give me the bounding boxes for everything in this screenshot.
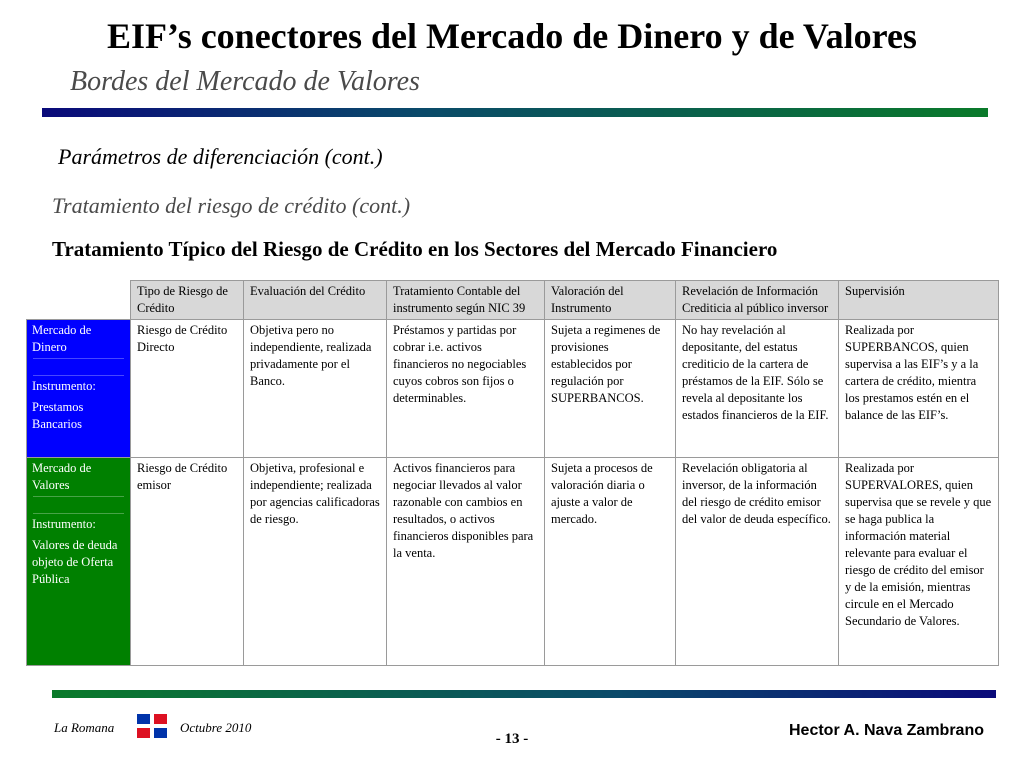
table-cell: Realizada por SUPERVALORES, quien supervisa que se revele y que se haga publica la información material relevante para evaluar el riesgo de crédito del emisor y de la emisión, mientras circule en el Mercado Secundario de Valores. <box>839 458 999 666</box>
tratamiento-heading: Tratamiento del riesgo de crédito (cont.) <box>52 193 411 218</box>
header-cell: Revelación de Información Crediticia al público inversor <box>676 281 839 320</box>
side-market: Mercado de Valores <box>32 461 92 492</box>
table-cell: Objetiva, profesional e independiente; realizada por agencias calificadoras de riesgo. <box>244 458 387 666</box>
header-cell: Evaluación del Crédito <box>244 281 387 320</box>
header-blank <box>27 281 131 320</box>
slide-subtitle: Bordes del Mercado de Valores <box>70 66 420 97</box>
header-cell: Tratamiento Contable del instrumento según NIC 39 <box>387 281 545 320</box>
side-market: Mercado de Dinero <box>32 323 92 354</box>
table-cell: Activos financieros para negociar llevados al valor razonable con cambios en resultados, o activos financieros disponibles para la venta. <box>387 458 545 666</box>
header-cell: Valoración del Instrumento <box>545 281 676 320</box>
side-divider <box>33 496 124 514</box>
footer-location: La Romana <box>54 720 115 735</box>
side-instrument: Valores de deuda objeto de Oferta Pública <box>32 538 118 586</box>
table-cell: Riesgo de Crédito Directo <box>131 320 244 458</box>
header-cell: Tipo de Riesgo de Crédito <box>131 281 244 320</box>
table-cell: Revelación obligatoria al inversor, de la información del riesgo de crédito emisor del valor de deuda específico. <box>676 458 839 666</box>
bottom-divider-bar <box>52 690 996 698</box>
top-divider-bar <box>42 108 988 117</box>
param-heading: Parámetros de diferenciación (cont.) <box>58 144 383 169</box>
side-divider <box>33 358 124 376</box>
table-cell: Préstamos y partidas por cobrar i.e. activos financieros no negociables cuyos cobros son fijos o determinables. <box>387 320 545 458</box>
footer-author: Hector A. Nava Zambrano <box>788 722 984 739</box>
table-title: Tratamiento Típico del Riesgo de Crédito en los Sectores del Mercado Financiero <box>52 237 778 261</box>
table-cell: Riesgo de Crédito emisor <box>131 458 244 666</box>
table-cell: Objetiva pero no independiente, realizada privadamente por el Banco. <box>244 320 387 458</box>
table-row <box>27 320 999 458</box>
row-side-label-money-market <box>27 320 131 458</box>
page-number: - 13 - <box>495 731 529 747</box>
credit-risk-table <box>26 280 999 666</box>
slide-title: EIF’s conectores del Mercado de Dinero y de Valores <box>107 16 917 56</box>
side-instrument-label: Instrumento: <box>32 379 96 393</box>
side-instrument-label: Instrumento: <box>32 517 96 531</box>
table-cell: No hay revelación al depositante, del estatus crediticio de la cartera de préstamos de la EIF. Sólo se revela al depositante los estados financieros de la EIF. <box>676 320 839 458</box>
footer-date: Octubre 2010 <box>180 720 252 735</box>
table-header-row <box>27 281 999 320</box>
table-cell: Sujeta a procesos de valoración diaria o ajuste a valor de mercado. <box>545 458 676 666</box>
header-cell: Supervisión <box>839 281 999 320</box>
table-cell: Sujeta a regimenes de provisiones establecidos por regulación por SUPERBANCOS. <box>545 320 676 458</box>
table-row <box>27 458 999 666</box>
side-instrument: Prestamos Bancarios <box>32 400 84 431</box>
row-side-label-securities-market <box>27 458 131 666</box>
table-cell: Realizada por SUPERBANCOS, quien supervisa a las EIF’s y a la cartera de crédito, mientra los prestamos estén en el balance de las EIF’s. <box>839 320 999 458</box>
